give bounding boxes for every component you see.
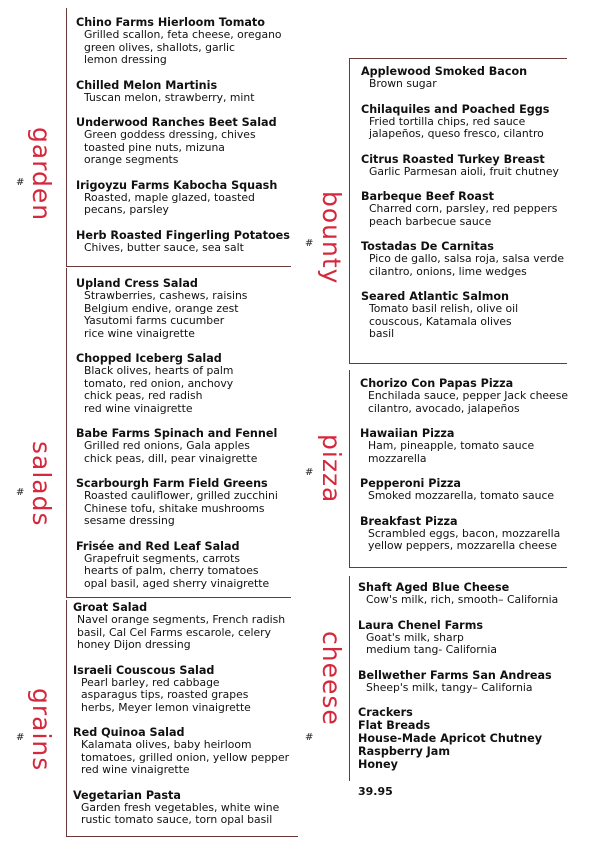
menu-item bbox=[76, 477, 291, 528]
item-desc-line: basil bbox=[369, 327, 395, 340]
menu-item bbox=[76, 179, 291, 217]
extra-item: Honey bbox=[358, 758, 398, 771]
menu-item bbox=[76, 540, 291, 591]
item-desc-line: lemon dressing bbox=[84, 53, 167, 66]
extra-item: Crackers bbox=[358, 706, 413, 719]
item-name: Applewood Smoked Bacon bbox=[361, 65, 528, 78]
item-name: Chilled Melon Martinis bbox=[76, 78, 218, 92]
menu-item bbox=[360, 427, 585, 465]
item-desc-line: yellow peppers, mozzarella cheese bbox=[368, 539, 557, 552]
item-desc-line: Fried tortilla chips, red sauce bbox=[369, 114, 526, 128]
item-desc-line: cilantro, avocado, jalapeños bbox=[368, 401, 520, 415]
section-label-cheese: cheese bbox=[317, 631, 346, 726]
section-cheese bbox=[358, 581, 583, 798]
item-desc-line: Chinese tofu, shitake mushrooms bbox=[84, 501, 265, 515]
item-desc-line: peach barbecue sauce bbox=[369, 214, 492, 228]
item-name: Chopped Iceberg Salad bbox=[76, 352, 222, 365]
section-grains bbox=[73, 601, 295, 839]
item-desc-line: Strawberries, cashews, raisins bbox=[84, 289, 248, 302]
item-desc-line: hearts of palm, cherry tomatoes bbox=[84, 564, 259, 577]
price-mark-garden: # bbox=[16, 177, 25, 188]
item-name: Upland Cress Salad bbox=[76, 277, 198, 290]
item-desc-line: mozzarella bbox=[368, 451, 427, 465]
bounty-rule bbox=[349, 363, 567, 364]
item-name: Underwood Ranches Beet Salad bbox=[76, 116, 277, 129]
menu-item bbox=[361, 153, 583, 179]
cheese-price: 39.95 bbox=[358, 785, 393, 798]
item-desc-line: Black olives, hearts of palm bbox=[84, 364, 234, 377]
menu-item bbox=[76, 352, 291, 415]
item-name: Barbeque Beef Roast bbox=[361, 190, 494, 203]
menu-item bbox=[360, 477, 585, 503]
section-label-garden: garden bbox=[27, 127, 56, 222]
item-name: Hawaiian Pizza bbox=[360, 427, 455, 440]
grains-divider bbox=[66, 600, 67, 836]
item-desc-line: pecans, parsley bbox=[84, 203, 169, 216]
item-desc-line: basil, Cal Cel Farms escarole, celery bbox=[77, 625, 272, 639]
item-desc-line: rustic tomato sauce, torn opal basil bbox=[81, 813, 273, 826]
item-desc-line: honey Dijon dressing bbox=[77, 638, 191, 651]
cheese-divider bbox=[349, 576, 350, 781]
item-desc-line: Tomato basil relish, olive oil bbox=[369, 302, 519, 315]
item-desc-line: Charred corn, parsley, red peppers bbox=[369, 202, 558, 215]
item-desc-line: Belgium endive, orange zest bbox=[84, 301, 239, 315]
item-desc-line: Ham, pineapple, tomato sauce bbox=[368, 439, 535, 452]
section-label-bounty: bounty bbox=[317, 191, 346, 285]
item-desc-line: Green goddess dressing, chives bbox=[84, 128, 256, 141]
item-desc-line: opal basil, aged sherry vinaigrette bbox=[84, 576, 270, 590]
menu-item bbox=[76, 427, 291, 465]
section-garden bbox=[76, 16, 291, 266]
extra-item: Raspberry Jam bbox=[358, 745, 451, 758]
item-desc-line: Pico de gallo, salsa roja, salsa verde bbox=[369, 252, 565, 265]
item-name: Babe Farms Spinach and Fennel bbox=[76, 427, 278, 440]
item-name: Bellwether Farms San Andreas bbox=[358, 668, 552, 682]
item-name: Laura Chenel Farms bbox=[358, 618, 484, 632]
item-desc-line: Brown sugar bbox=[369, 77, 437, 90]
item-name: Chorizo Con Papas Pizza bbox=[360, 377, 514, 390]
pizza-divider bbox=[349, 370, 350, 568]
menu-item bbox=[358, 581, 583, 607]
item-name: Chilaquiles and Poached Eggs bbox=[361, 102, 550, 116]
price-mark-salads: # bbox=[16, 487, 25, 498]
menu-item bbox=[73, 789, 295, 827]
item-name: Irigoyzu Farms Kabocha Squash bbox=[76, 178, 278, 192]
menu-item bbox=[361, 65, 583, 91]
garden-divider bbox=[66, 8, 67, 266]
menu-item bbox=[73, 601, 295, 652]
item-desc-line: Grilled scallon, feta cheese, oregano bbox=[84, 28, 282, 41]
item-desc-line: sesame dressing bbox=[84, 514, 175, 527]
pizza-rule bbox=[349, 567, 567, 568]
bounty-divider bbox=[349, 58, 350, 364]
menu-item bbox=[76, 79, 291, 105]
item-desc-line: Kalamata olives, baby heirloom bbox=[81, 738, 252, 751]
item-desc-line: Garlic Parmesan aioli, fruit chutney bbox=[369, 164, 559, 178]
item-name: Vegetarian Pasta bbox=[73, 788, 181, 802]
item-name: Breakfast Pizza bbox=[360, 514, 458, 528]
item-name: Pepperoni Pizza bbox=[360, 477, 461, 490]
item-desc-line: Smoked mozzarella, tomato sauce bbox=[368, 489, 555, 502]
item-name: Herb Roasted Fingerling Potatoes bbox=[76, 228, 290, 242]
item-desc-line: tomato, red onion, anchovy bbox=[84, 376, 234, 390]
menu-item bbox=[73, 726, 295, 777]
item-desc-line: asparagus tips, roasted grapes bbox=[81, 688, 249, 701]
menu-item bbox=[76, 277, 291, 340]
item-desc-line: Grilled red onions, Gala apples bbox=[84, 439, 250, 452]
menu-item bbox=[358, 619, 583, 657]
item-desc-line: herbs, Meyer lemon vinaigrette bbox=[81, 700, 251, 714]
section-label-salads: salads bbox=[27, 441, 56, 527]
item-desc-line: jalapeños, queso fresco, cilantro bbox=[369, 127, 544, 140]
item-desc-line: Roasted cauliflower, grilled zucchini bbox=[84, 489, 278, 502]
item-desc-line: Chives, butter sauce, sea salt bbox=[84, 240, 244, 254]
price-mark-pizza: # bbox=[305, 467, 314, 478]
item-desc-line: Enchilada sauce, pepper Jack cheese bbox=[368, 389, 568, 402]
item-desc-line: green olives, shallots, garlic bbox=[84, 40, 235, 54]
menu-item bbox=[76, 116, 291, 167]
item-desc-line: Sheep's milk, tangy– California bbox=[366, 680, 533, 694]
item-desc-line: red wine vinaigrette bbox=[84, 401, 193, 415]
price-mark-grains: # bbox=[16, 732, 25, 743]
extra-item: House-Made Apricot Chutney bbox=[358, 732, 542, 745]
item-desc-line: couscous, Katamala olives bbox=[369, 314, 512, 328]
menu-item bbox=[73, 664, 295, 715]
item-desc-line: toasted pine nuts, mizuna bbox=[84, 140, 225, 154]
item-desc-line: red wine vinaigrette bbox=[81, 763, 190, 776]
item-desc-line: Cow's milk, rich, smooth– California bbox=[366, 593, 559, 606]
item-desc-line: tomatoes, grilled onion, yellow pepper bbox=[81, 750, 290, 764]
garden-rule bbox=[66, 266, 291, 267]
bounty-rule-top bbox=[349, 58, 567, 59]
item-desc-line: Scrambled eggs, bacon, mozzarella bbox=[368, 526, 561, 540]
item-desc-line: chick peas, dill, pear vinaigrette bbox=[84, 451, 258, 465]
menu-item bbox=[76, 16, 291, 67]
price-mark-bounty: # bbox=[305, 238, 314, 249]
item-desc-line: Tuscan melon, strawberry, mint bbox=[84, 90, 255, 104]
item-name: Citrus Roasted Turkey Breast bbox=[361, 152, 545, 166]
menu-item bbox=[360, 377, 585, 415]
cheese-extras bbox=[358, 706, 583, 771]
item-name: Israeli Couscous Salad bbox=[73, 663, 215, 677]
item-desc-line: Roasted, maple glazed, toasted bbox=[84, 190, 255, 204]
menu-item bbox=[361, 290, 583, 341]
section-pizza bbox=[360, 377, 585, 565]
item-name: Tostadas De Carnitas bbox=[361, 240, 494, 253]
item-desc-line: Yasutomi farms cucumber bbox=[84, 314, 225, 327]
item-desc-line: rice wine vinaigrette bbox=[84, 326, 195, 340]
item-desc-line: chick peas, red radish bbox=[84, 389, 203, 402]
item-name: Shaft Aged Blue Cheese bbox=[358, 581, 510, 594]
item-desc-line: cilantro, onions, lime wedges bbox=[369, 264, 527, 278]
section-label-grains: grains bbox=[27, 688, 56, 772]
menu-item bbox=[360, 515, 585, 553]
menu-item bbox=[358, 669, 583, 695]
item-name: Chino Farms Hierloom Tomato bbox=[76, 16, 265, 29]
item-desc-line: Pearl barley, red cabbage bbox=[81, 675, 220, 689]
section-label-pizza: pizza bbox=[317, 434, 346, 504]
item-desc-line: Grapefruit segments, carrots bbox=[84, 551, 240, 565]
menu-item bbox=[361, 103, 583, 141]
item-name: Groat Salad bbox=[73, 601, 148, 614]
price-mark-cheese: # bbox=[305, 732, 314, 743]
item-desc-line: medium tang- California bbox=[366, 643, 497, 656]
item-name: Scarbourgh Farm Field Greens bbox=[76, 477, 268, 490]
menu-item bbox=[361, 240, 583, 278]
item-desc-line: Navel orange segments, French radish bbox=[77, 613, 286, 626]
menu-item bbox=[76, 229, 291, 255]
item-desc-line: Garden fresh vegetables, white wine bbox=[81, 800, 280, 814]
item-name: Frisée and Red Leaf Salad bbox=[76, 539, 240, 553]
extra-item: Flat Breads bbox=[358, 719, 431, 732]
item-name: Red Quinoa Salad bbox=[73, 726, 185, 739]
item-name: Seared Atlantic Salmon bbox=[361, 290, 510, 303]
salads-divider bbox=[66, 268, 67, 598]
item-desc-line: orange segments bbox=[84, 153, 179, 166]
item-desc-line: Goat's milk, sharp bbox=[366, 630, 464, 644]
menu-item bbox=[361, 190, 583, 228]
section-salads bbox=[76, 277, 291, 602]
section-bounty bbox=[361, 65, 583, 353]
